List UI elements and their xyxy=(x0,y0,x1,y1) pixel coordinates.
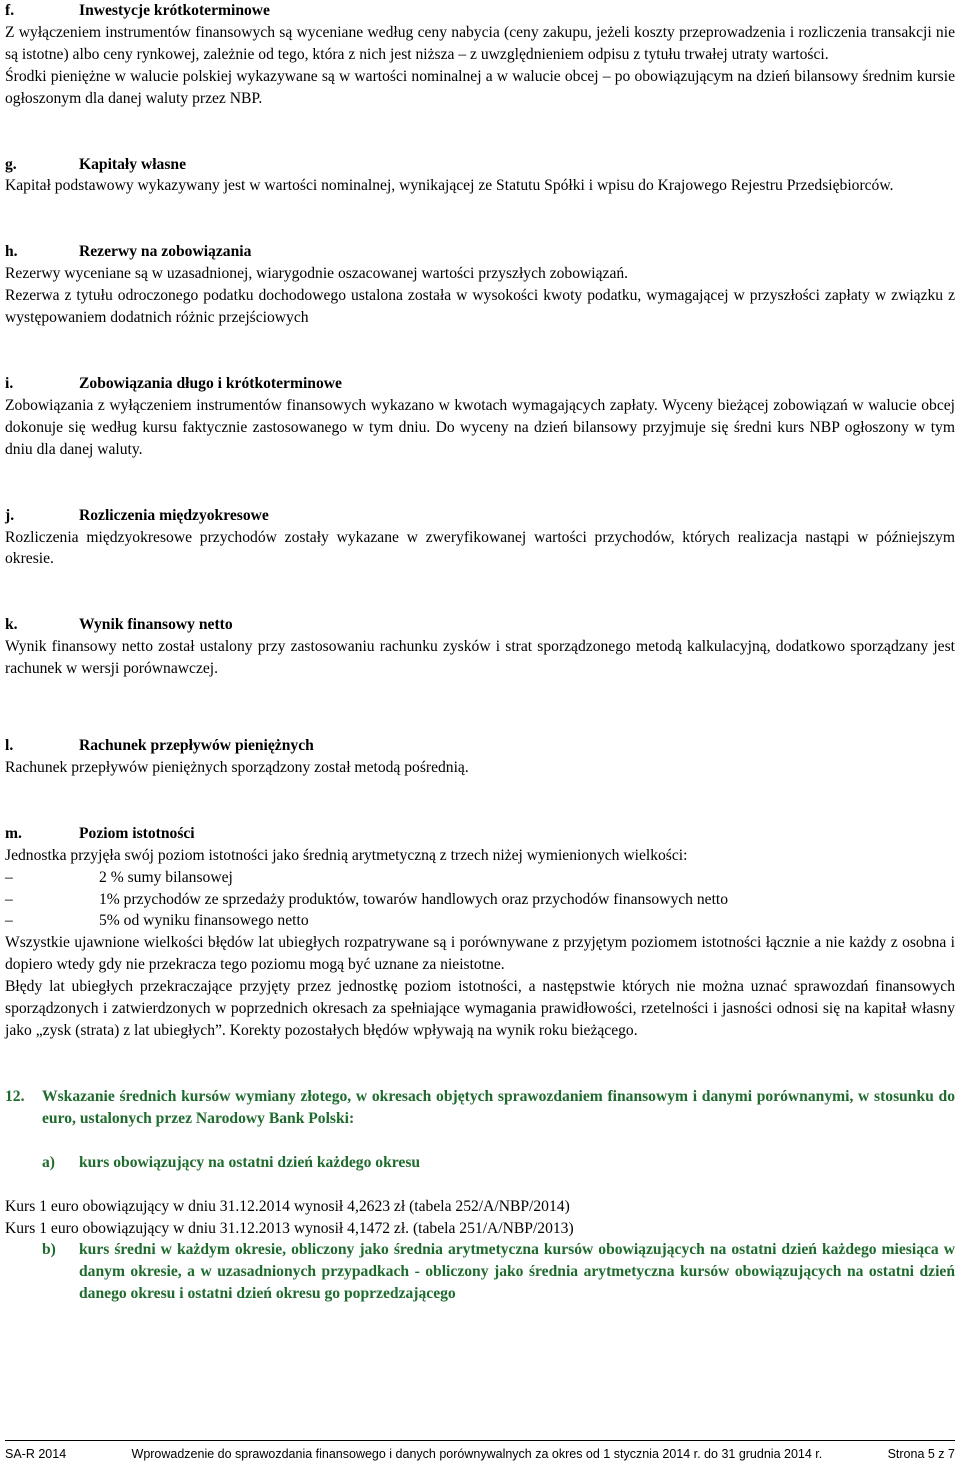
section-letter: j. xyxy=(5,506,15,524)
section-letter: l. xyxy=(5,737,14,755)
section-title: Rachunek przepływów pieniężnych xyxy=(79,737,314,755)
section-title: Inwestycje krótkoterminowe xyxy=(79,2,270,19)
exchange-rate-line: Kurs 1 euro obowiązujący w dniu 31.12.2014 wynosił 4,2623 zł (tabela 252/A/NBP/2014) xyxy=(5,1197,570,1215)
section-i-heading xyxy=(5,373,955,395)
section-k-heading xyxy=(5,614,955,636)
section-letter: g. xyxy=(5,155,17,173)
dash-bullet: – xyxy=(5,868,13,886)
section-l-heading xyxy=(5,735,955,757)
list-item-text: 2 % sumy bilansowej xyxy=(99,868,233,886)
paragraph: Kapitał podstawowy wykazywany jest w wartości nominalnej, wynikającej ze Statutu Spółki i wpisu do Krajowego Rejestru Przedsiębiorców. xyxy=(5,177,894,195)
section-g-heading xyxy=(5,154,955,176)
section-title: Kapitały własne xyxy=(79,155,187,173)
dash-bullet: – xyxy=(5,890,13,908)
paragraph: Rezerwy wyceniane są w uzasadnionej, wiarygodnie oszacowanej wartości przyszłych zobowiązań. xyxy=(5,265,629,283)
section-title: Poziom istotności xyxy=(79,824,195,842)
page-footer xyxy=(5,1440,955,1462)
exchange-rate-line: Kurs 1 euro obowiązujący w dniu 31.12.2013 wynosił 4,1472 zł. (tabela 251/A/NBP/2013) xyxy=(5,1219,574,1237)
section-title: Rezerwy na zobowiązania xyxy=(79,243,252,261)
section-letter: m. xyxy=(5,824,22,842)
section-letter: h. xyxy=(5,243,18,261)
list-item xyxy=(5,867,955,889)
paragraph: Zobowiązania z wyłączeniem instrumentów finansowych wykazano w kwotach wymagających zapłaty. Wyceny bieżącej zobowiązań w walucie obcej dokonuje się według kursu faktycznie zastosowanego w tym dniu. Do wyceny na dzień bilansowy przyjmuje się średni kurs NBP ogłoszony w tym dniu dla danej waluty. xyxy=(5,396,955,458)
subsection-title: kurs obowiązujący na ostatni dzień każdego okresu xyxy=(79,1153,421,1171)
section-title: Rozliczenia międzyokresowe xyxy=(79,506,269,524)
subsection-number: b) xyxy=(42,1241,56,1259)
paragraph: Środki pieniężne w walucie polskiej wykazywane są w wartości nominalnej a w walucie obcej – po obowiązującym na dzień bilansowy średnim kursie ogłoszonym dla danej waluty przez NBP. xyxy=(5,67,955,107)
section-h-heading xyxy=(5,241,955,263)
paragraph: Z wyłączeniem instrumentów finansowych są wyceniane według ceny nabycia (ceny zakupu, jeżeli koszty przeprowadzenia i rozliczenia transakcji nie są istotne) albo ceny rynkowej, zależnie od tego, która z nich jest niższa – z uwzględnieniem odpisu z tytułu trwałej utraty wartości. xyxy=(5,23,955,63)
section-m-heading xyxy=(5,823,955,845)
paragraph: Rezerwa z tytułu odroczonego podatku dochodowego ustalona została w wysokości kwoty podatku, wymagającej w przyszłości zapłaty w związku z występowaniem dodatnich różnic przejściowych xyxy=(5,287,955,327)
subsection-a-heading xyxy=(5,1152,955,1174)
subsection-number: a) xyxy=(42,1153,55,1171)
footer-left: SA-R 2014 xyxy=(5,1447,67,1461)
subsection-b-heading xyxy=(5,1239,955,1305)
section-title: Wynik finansowy netto xyxy=(79,616,233,634)
section-number: 12. xyxy=(5,1087,25,1105)
paragraph: Jednostka przyjęła swój poziom istotności jako średnią arytmetyczną z trzech niżej wymienionych wielkości: xyxy=(5,846,688,864)
section-letter: i. xyxy=(5,374,14,392)
section-12-heading xyxy=(5,1086,955,1130)
subsection-title: kurs średni w każdym okresie, obliczony jako średnia arytmetyczna kursów obowiązujących na ostatni dzień każdego miesiąca w danym okresie, a w uzasadnionych przypadkach - obliczony jako średnia arytmetyczna kursów obowiązujących na ostatni dzień danego okresu i ostatni dzień okresu go poprzedzającego xyxy=(79,1241,955,1303)
page-number: Strona 5 z 7 xyxy=(887,1447,955,1461)
list-item xyxy=(5,910,955,932)
section-letter: k. xyxy=(5,616,18,634)
section-j-heading xyxy=(5,505,955,527)
list-item-text: 5% od wyniku finansowego netto xyxy=(99,912,309,930)
paragraph: Błędy lat ubiegłych przekraczające przyjęty przez jednostkę poziom istotności, a następstwie których nie można uznać sprawozdań finansowych sporządzonych i zatwierdzonych w poprzednich okresach za spełniające wymagania prawidłowości, rzetelności i jasności odnosi się na kapitał własny jako „zysk (strata) z lat ubiegłych”. Korekty pozostałych błędów wpływają na wynik roku bieżącego. xyxy=(5,978,955,1039)
section-f-heading xyxy=(5,0,955,22)
list-item xyxy=(5,889,955,911)
paragraph: Rachunek przepływów pieniężnych sporządzony został metodą pośrednią. xyxy=(5,758,469,776)
paragraph: Wynik finansowy netto został ustalony przy zastosowaniu rachunku zysków i strat sporządzonego metodą kalkulacyjną, dodatkowo sporządzany jest rachunek w wersji porównawczej. xyxy=(5,638,955,678)
list-item-text: 1% przychodów ze sprzedaży produktów, towarów handlowych oraz przychodów finansowych netto xyxy=(99,890,729,908)
paragraph: Wszystkie ujawnione wielkości błędów lat ubiegłych rozpatrywane są i porównywane z przyjętym poziomem istotności łącznie a nie każdy z osobna i dopiero wtedy gdy nie przekracza tego poziomu mogą być uznane za nieistotne. xyxy=(5,934,955,974)
dash-bullet: – xyxy=(5,912,13,930)
paragraph: Rozliczenia międzyokresowe przychodów zostały wykazane w zweryfikowanej wartości przychodów, których realizacja nastąpi w późniejszym okresie. xyxy=(5,528,955,568)
document-page xyxy=(5,0,955,1305)
section-title: Zobowiązania długo i krótkoterminowe xyxy=(79,374,342,392)
section-letter: f. xyxy=(5,2,15,19)
section-title: Wskazanie średnich kursów wymiany złotego, w okresach objętych sprawozdaniem finansowym i danymi porównanymi, w stosunku do euro, ustalonych przez Narodowy Bank Polski: xyxy=(42,1087,955,1127)
footer-center: Wprowadzenie do sprawozdania finansowego i danych porównywalnych za okres od 1 stycznia 2014 r. do 31 grudnia 2014 r. xyxy=(131,1447,823,1461)
